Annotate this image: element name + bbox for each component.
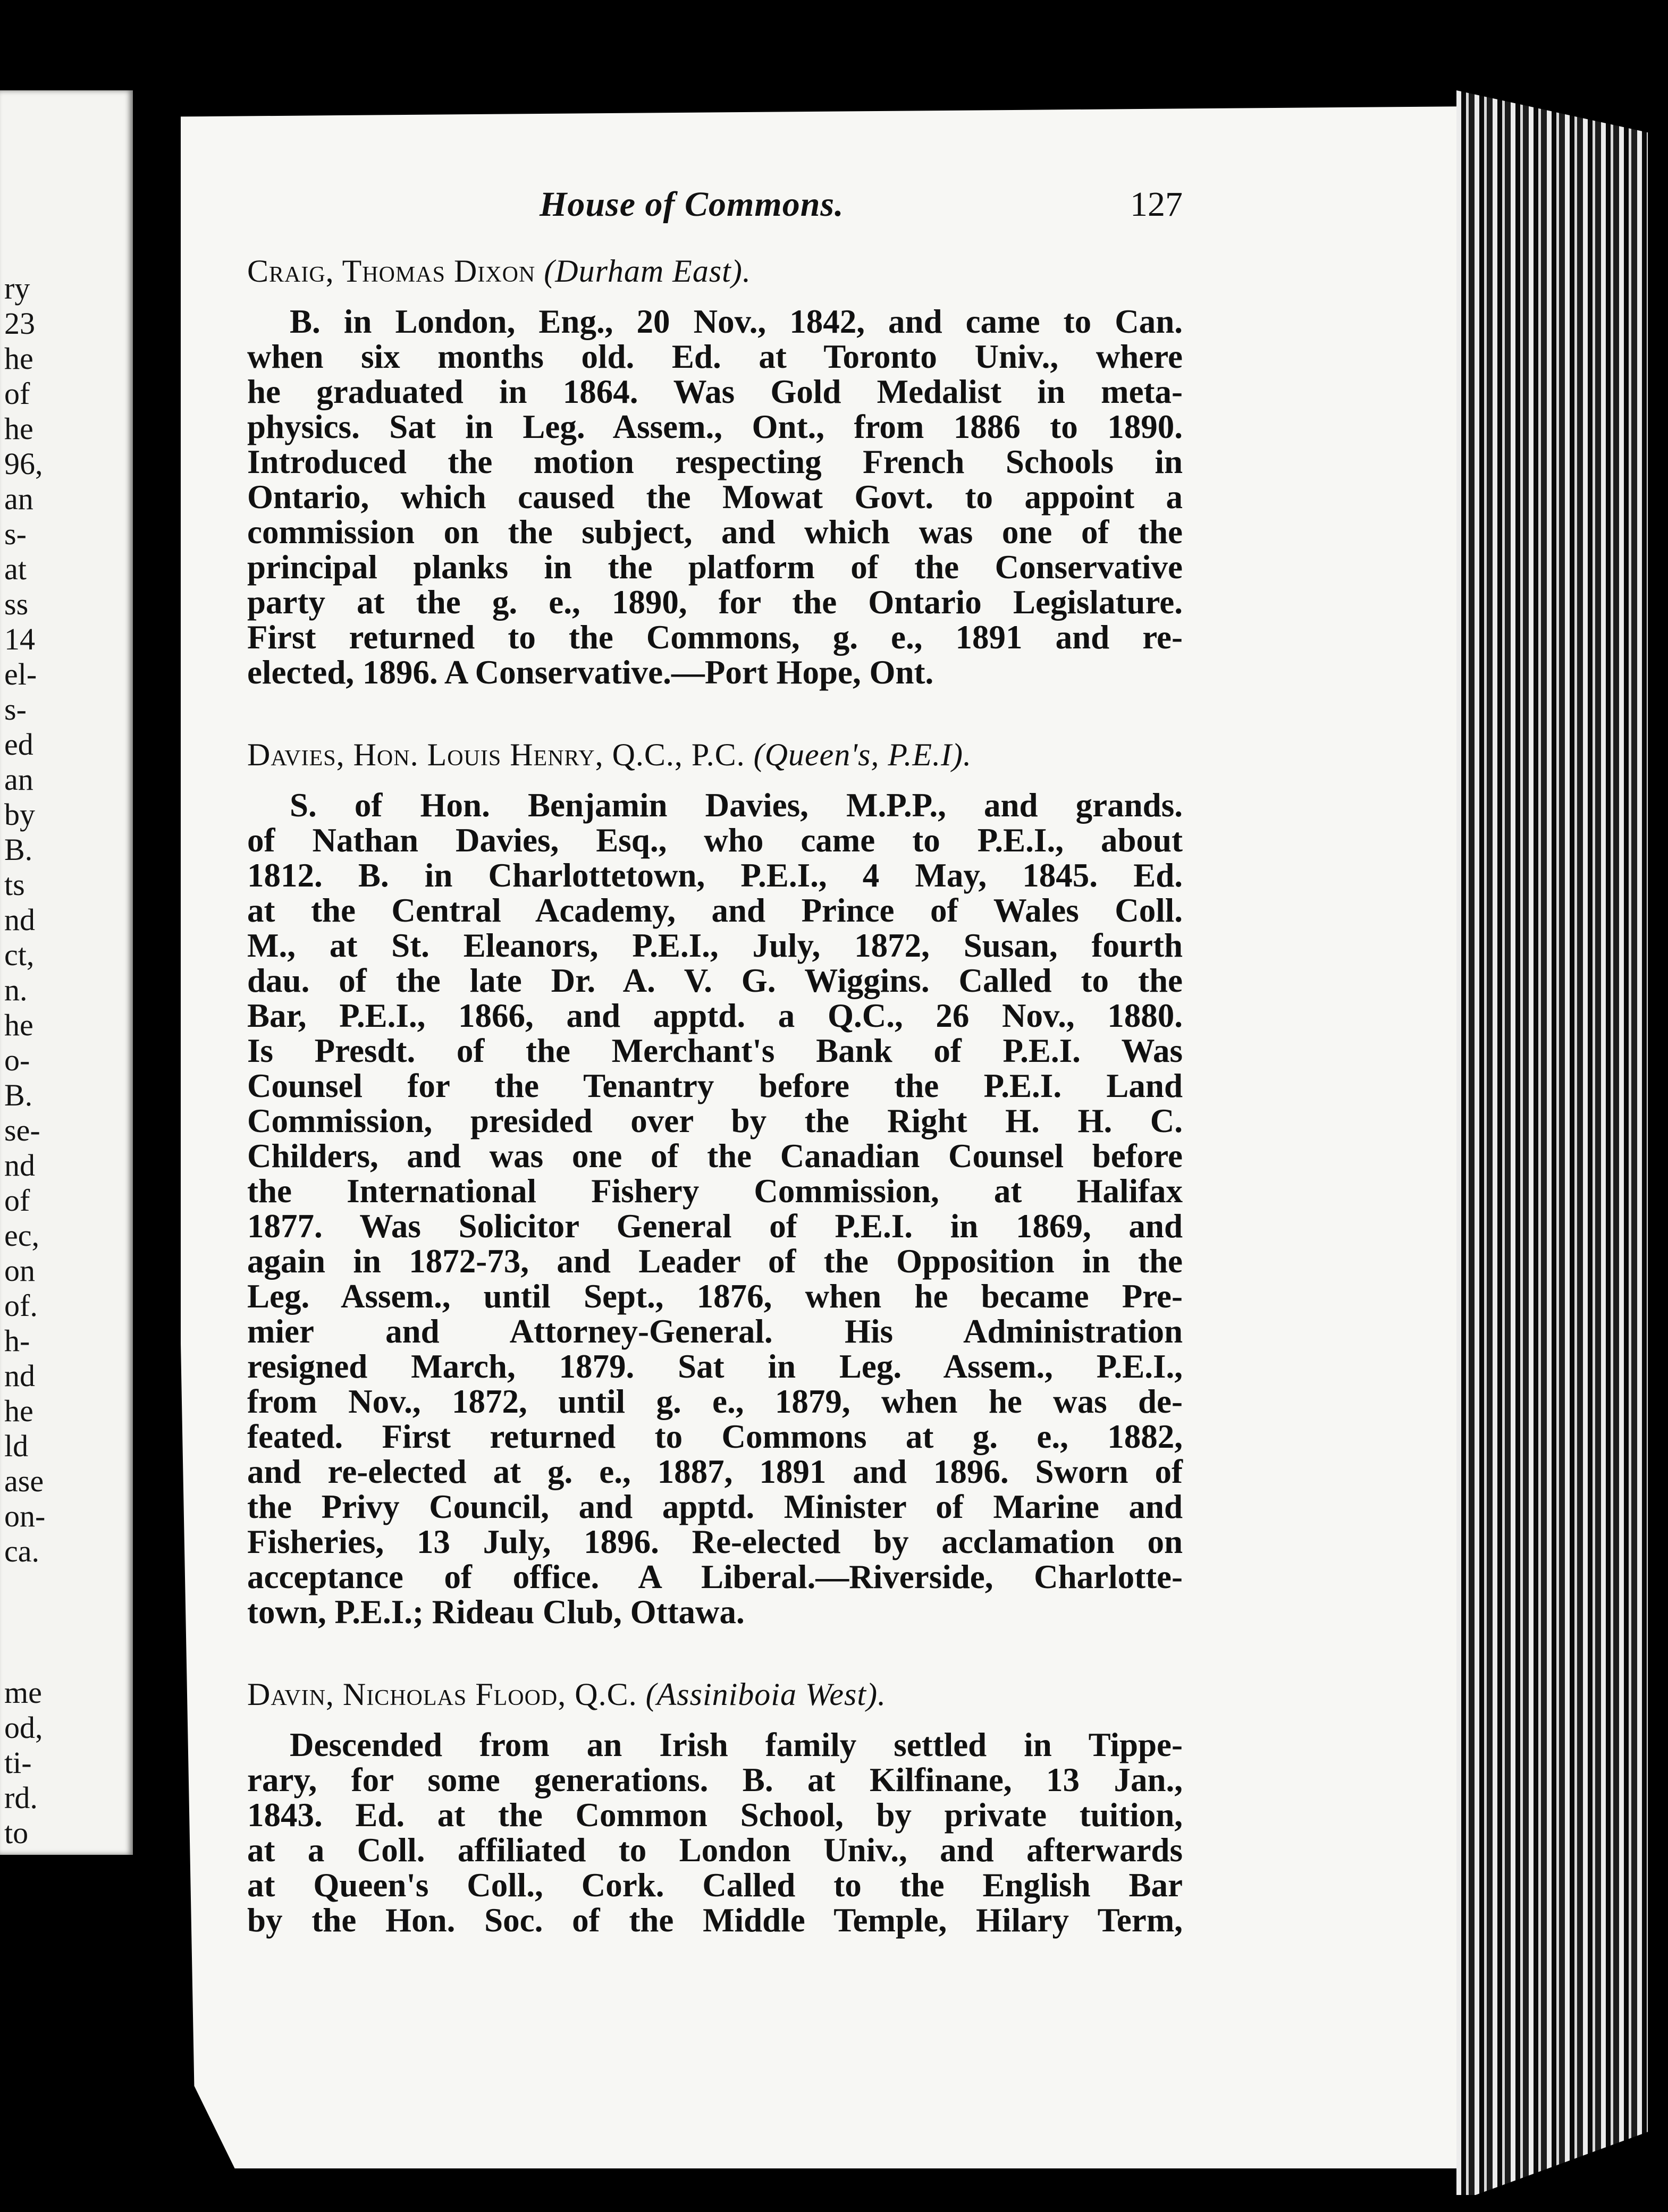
facing-page-line: nd [4, 902, 35, 937]
facing-page-edge [0, 90, 133, 1855]
facing-page-line: ca. [4, 1534, 39, 1568]
constituency: (Durham East). [544, 254, 751, 289]
text-line: 1877. Was Solicitor General of P.E.I. in 1869, and [247, 1208, 1183, 1245]
facing-page-line: of [4, 1183, 30, 1218]
facing-page-line: el- [4, 657, 37, 691]
member-name: Davin, Nicholas Flood, Q.C. [247, 1677, 646, 1712]
facing-page-line: nd [4, 1148, 35, 1183]
text-line: when six months old. Ed. at Toronto Univ., where [247, 338, 1183, 375]
facing-page-line: 23 [4, 306, 35, 341]
text-line: again in 1872-73, and Leader of the Opposition in the [247, 1243, 1183, 1280]
facing-page-line: ec, [4, 1218, 39, 1253]
facing-page-line: o- [4, 1043, 30, 1077]
facing-page-line: B. [4, 1078, 33, 1112]
biography-entry [247, 250, 1183, 690]
facing-page-line: s- [4, 517, 27, 551]
text-line: Descended from an Irish family settled in Tippe- [290, 1726, 1183, 1763]
text-line: Commission, presided over by the Right H. H. C. [247, 1102, 1183, 1139]
facing-page-line: 96, [4, 446, 43, 481]
text-line: S. of Hon. Benjamin Davies, M.P.P., and grands. [290, 787, 1183, 824]
text-line: dau. of the late Dr. A. V. G. Wiggins. Called to the [247, 962, 1183, 999]
text-line: Introduced the motion respecting French Schools in [247, 443, 1183, 480]
facing-page-line: n. [4, 973, 28, 1007]
member-name: Davies, Hon. Louis Henry, Q.C., P.C. [247, 737, 754, 772]
text-line: from Nov., 1872, until g. e., 1879, when he was de- [247, 1383, 1183, 1420]
text-line: Childers, and was one of the Canadian Counsel before [247, 1137, 1183, 1175]
facing-page-line: s- [4, 692, 27, 727]
biography-entry [247, 1673, 1183, 1938]
facing-page-line: he [4, 341, 33, 376]
facing-page-line: ts [4, 867, 25, 902]
facing-page-line: od, [4, 1710, 43, 1745]
text-line: resigned March, 1879. Sat in Leg. Assem., P.E.I., [247, 1348, 1183, 1385]
text-line: M., at St. Eleanors, P.E.I., July, 1872, Susan, fourth [247, 927, 1183, 964]
facing-page-line: he [4, 1008, 33, 1042]
facing-page-line: at [4, 552, 27, 586]
facing-page-line: ry [4, 271, 30, 306]
constituency: (Assiniboia West). [645, 1677, 887, 1712]
text-line: at a Coll. affiliated to London Univ., and afterwards [247, 1831, 1183, 1869]
facing-page-line: rd. [4, 1780, 38, 1815]
entry-heading [247, 1673, 1183, 1716]
text-line: 1843. Ed. at the Common School, by private tuition, [247, 1796, 1183, 1834]
text-line: the International Fishery Commission, at Halifax [247, 1172, 1183, 1210]
text-line: acceptance of office. A Liberal.—Riverside, Charlotte- [247, 1558, 1183, 1595]
text-line: at the Central Academy, and Prince of Wales Coll. [247, 892, 1183, 929]
facing-page-fragments [0, 271, 106, 1851]
text-line: principal planks in the platform of the Conservative [247, 548, 1183, 586]
text-line: party at the g. e., 1890, for the Ontario Legislature. [247, 584, 1183, 621]
text-line: of Nathan Davies, Esq., who came to P.E.I., about [247, 822, 1183, 859]
text-line: commission on the subject, and which was one of the [247, 513, 1183, 551]
text-line: Is Presdt. of the Merchant's Bank of P.E.I. Was [247, 1032, 1183, 1069]
facing-page-line: nd [4, 1358, 35, 1393]
member-name: Craig, Thomas Dixon [247, 254, 544, 289]
text-line: feated. First returned to Commons at g. e., 1882, [247, 1418, 1183, 1455]
text-line: by the Hon. Soc. of the Middle Temple, Hilary Term, [247, 1902, 1183, 1939]
facing-page-line: by [4, 797, 35, 832]
text-line: at Queen's Coll., Cork. Called to the English Bar [247, 1867, 1183, 1904]
entry-gap [247, 1630, 1183, 1657]
text-line: the Privy Council, and apptd. Minister of Marine and [247, 1488, 1183, 1525]
text-line: he graduated in 1864. Was Gold Medalist in meta- [247, 373, 1183, 410]
text-line: B. in London, Eng., 20 Nov., 1842, and came to Can. [290, 303, 1183, 340]
facing-page-line: he [4, 411, 33, 446]
text-line: Fisheries, 13 July, 1896. Re-elected by acclamation on [247, 1523, 1183, 1560]
facing-page-line: an [4, 482, 33, 516]
text-line: Ontario, which caused the Mowat Govt. to appoint a [247, 478, 1183, 516]
facing-page-line: me [4, 1675, 42, 1710]
facing-page-line: to [4, 1816, 29, 1850]
biography-entry [247, 733, 1183, 1630]
page-edges [1456, 90, 1648, 2195]
running-head [247, 181, 1183, 234]
entries-list [247, 250, 1183, 1938]
facing-page-line: ti- [4, 1745, 32, 1780]
text-line: rary, for some generations. B. at Kilfinane, 13 Jan., [247, 1761, 1183, 1799]
facing-page-line: 14 [4, 622, 35, 656]
text-line: physics. Sat in Leg. Assem., Ont., from 1886 to 1890. [247, 408, 1183, 445]
entry-heading [247, 250, 1183, 292]
facing-page-line: of [4, 376, 30, 411]
text-line: First returned to the Commons, g. e., 1891 and re- [247, 619, 1183, 656]
text-line: and re-elected at g. e., 1887, 1891 and 1896. Sworn of [247, 1453, 1183, 1490]
text-line: Leg. Assem., until Sept., 1876, when he became Pre- [247, 1278, 1183, 1315]
facing-page-line: of. [4, 1288, 38, 1323]
facing-page-gap [0, 1569, 106, 1675]
facing-page-line: an [4, 762, 33, 797]
entry-heading [247, 733, 1183, 776]
page-number: 127 [1130, 185, 1183, 224]
facing-page-line: ld [4, 1429, 29, 1463]
running-title: House of Commons. [540, 185, 844, 224]
facing-page-line: he [4, 1394, 33, 1428]
facing-page-line: on- [4, 1499, 46, 1533]
text-line: town, P.E.I.; Rideau Club, Ottawa. [247, 1593, 745, 1631]
entry-gap [247, 690, 1183, 717]
text-line: 1812. B. in Charlottetown, P.E.I., 4 May, 1845. Ed. [247, 857, 1183, 894]
text-line: elected, 1896. A Conservative.—Port Hope, Ont. [247, 654, 934, 691]
facing-page-line: h- [4, 1323, 30, 1358]
facing-page-line: ct, [4, 938, 35, 972]
constituency: (Queen's, P.E.I). [753, 737, 972, 772]
facing-page-line: ed [4, 727, 33, 762]
facing-page-line: ss [4, 587, 29, 621]
facing-page-line: ase [4, 1464, 44, 1498]
facing-page-line: se- [4, 1113, 40, 1147]
facing-page-line: on [4, 1253, 35, 1288]
facing-page-line: B. [4, 832, 33, 867]
text-line: mier and Attorney-General. His Administration [247, 1313, 1183, 1350]
page-content [247, 181, 1183, 1938]
text-line: Bar, P.E.I., 1866, and apptd. a Q.C., 26 Nov., 1880. [247, 997, 1183, 1034]
text-line: Counsel for the Tenantry before the P.E.I. Land [247, 1067, 1183, 1104]
